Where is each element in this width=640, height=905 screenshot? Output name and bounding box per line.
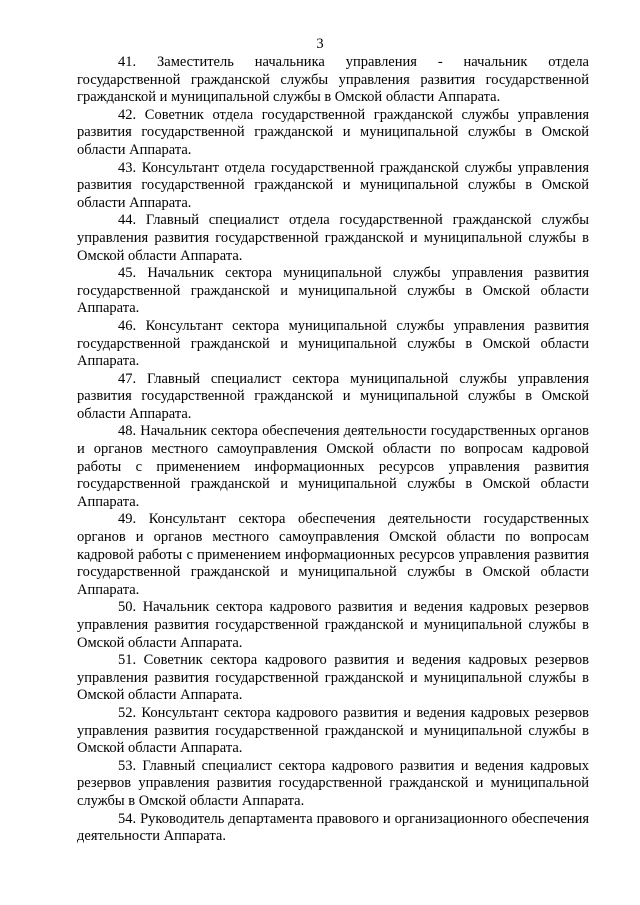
paragraph-41: 41. Заместитель начальника управления - начальник отдела государственной гражданской службы управления развития государственной гражданской и муниципальной службы в Омской области Аппарата. (77, 54, 589, 106)
paragraph-43: 43. Консультант отдела государственной гражданской службы управления развития государственной гражданской и муниципальной службы в Омской области Аппарата. (77, 159, 589, 211)
paragraph-44: 44. Главный специалист отдела государственной гражданской службы управления развития государственной гражданской и муниципальной службы в Омской области Аппарата. (77, 212, 589, 264)
paragraph-45: 45. Начальник сектора муниципальной службы управления развития государственной гражданской и муниципальной службы в Омской области Аппарата. (77, 265, 589, 317)
document-body (77, 54, 589, 846)
paragraph-42: 42. Советник отдела государственной гражданской службы управления развития государственной гражданской и муниципальной службы в Омской области Аппарата. (77, 106, 589, 158)
paragraph-46: 46. Консультант сектора муниципальной службы управления развития государственной гражданской и муниципальной службы в Омской области Аппарата. (77, 317, 589, 370)
paragraph-51: 51. Советник сектора кадрового развития и ведения кадровых резервов управления развития государственной гражданской и муниципальной службы в Омской области Аппарата. (77, 652, 589, 704)
paragraph-47: 47. Главный специалист сектора муниципальной службы управления развития государственной гражданской и муниципальной службы в Омской области Аппарата. (77, 370, 589, 422)
paragraph-53: 53. Главный специалист сектора кадрового развития и ведения кадровых резервов управления развития государственной гражданской и муниципальной службы в Омской области Аппарата. (77, 757, 589, 809)
paragraph-49: 49. Консультант сектора обеспечения деятельности государственных органов и органов местного самоуправления Омской области по вопросам кадровой работы с применением информационных ресурсов управления развития государственной гражданской и муниципальной службы в Омской области Аппарата. (77, 511, 589, 598)
paragraph-52: 52. Консультант сектора кадрового развития и ведения кадровых резервов управления развития государственной гражданской и муниципальной службы в Омской области Аппарата. (77, 704, 589, 757)
paragraph-50: 50. Начальник сектора кадрового развития и ведения кадровых резервов управления развития государственной гражданской и муниципальной службы в Омской области Аппарата. (77, 599, 589, 651)
page-number: 3 (316, 36, 324, 52)
paragraph-48: 48. Начальник сектора обеспечения деятельности государственных органов и органов местного самоуправления Омской области по вопросам кадровой работы с применением информационных ресурсов управления развития государственной гражданской и муниципальной службы в Омской области Аппарата. (77, 423, 589, 510)
paragraph-54: 54. Руководитель департамента правового и организационного обеспечения деятельности Аппарата. (77, 810, 589, 845)
